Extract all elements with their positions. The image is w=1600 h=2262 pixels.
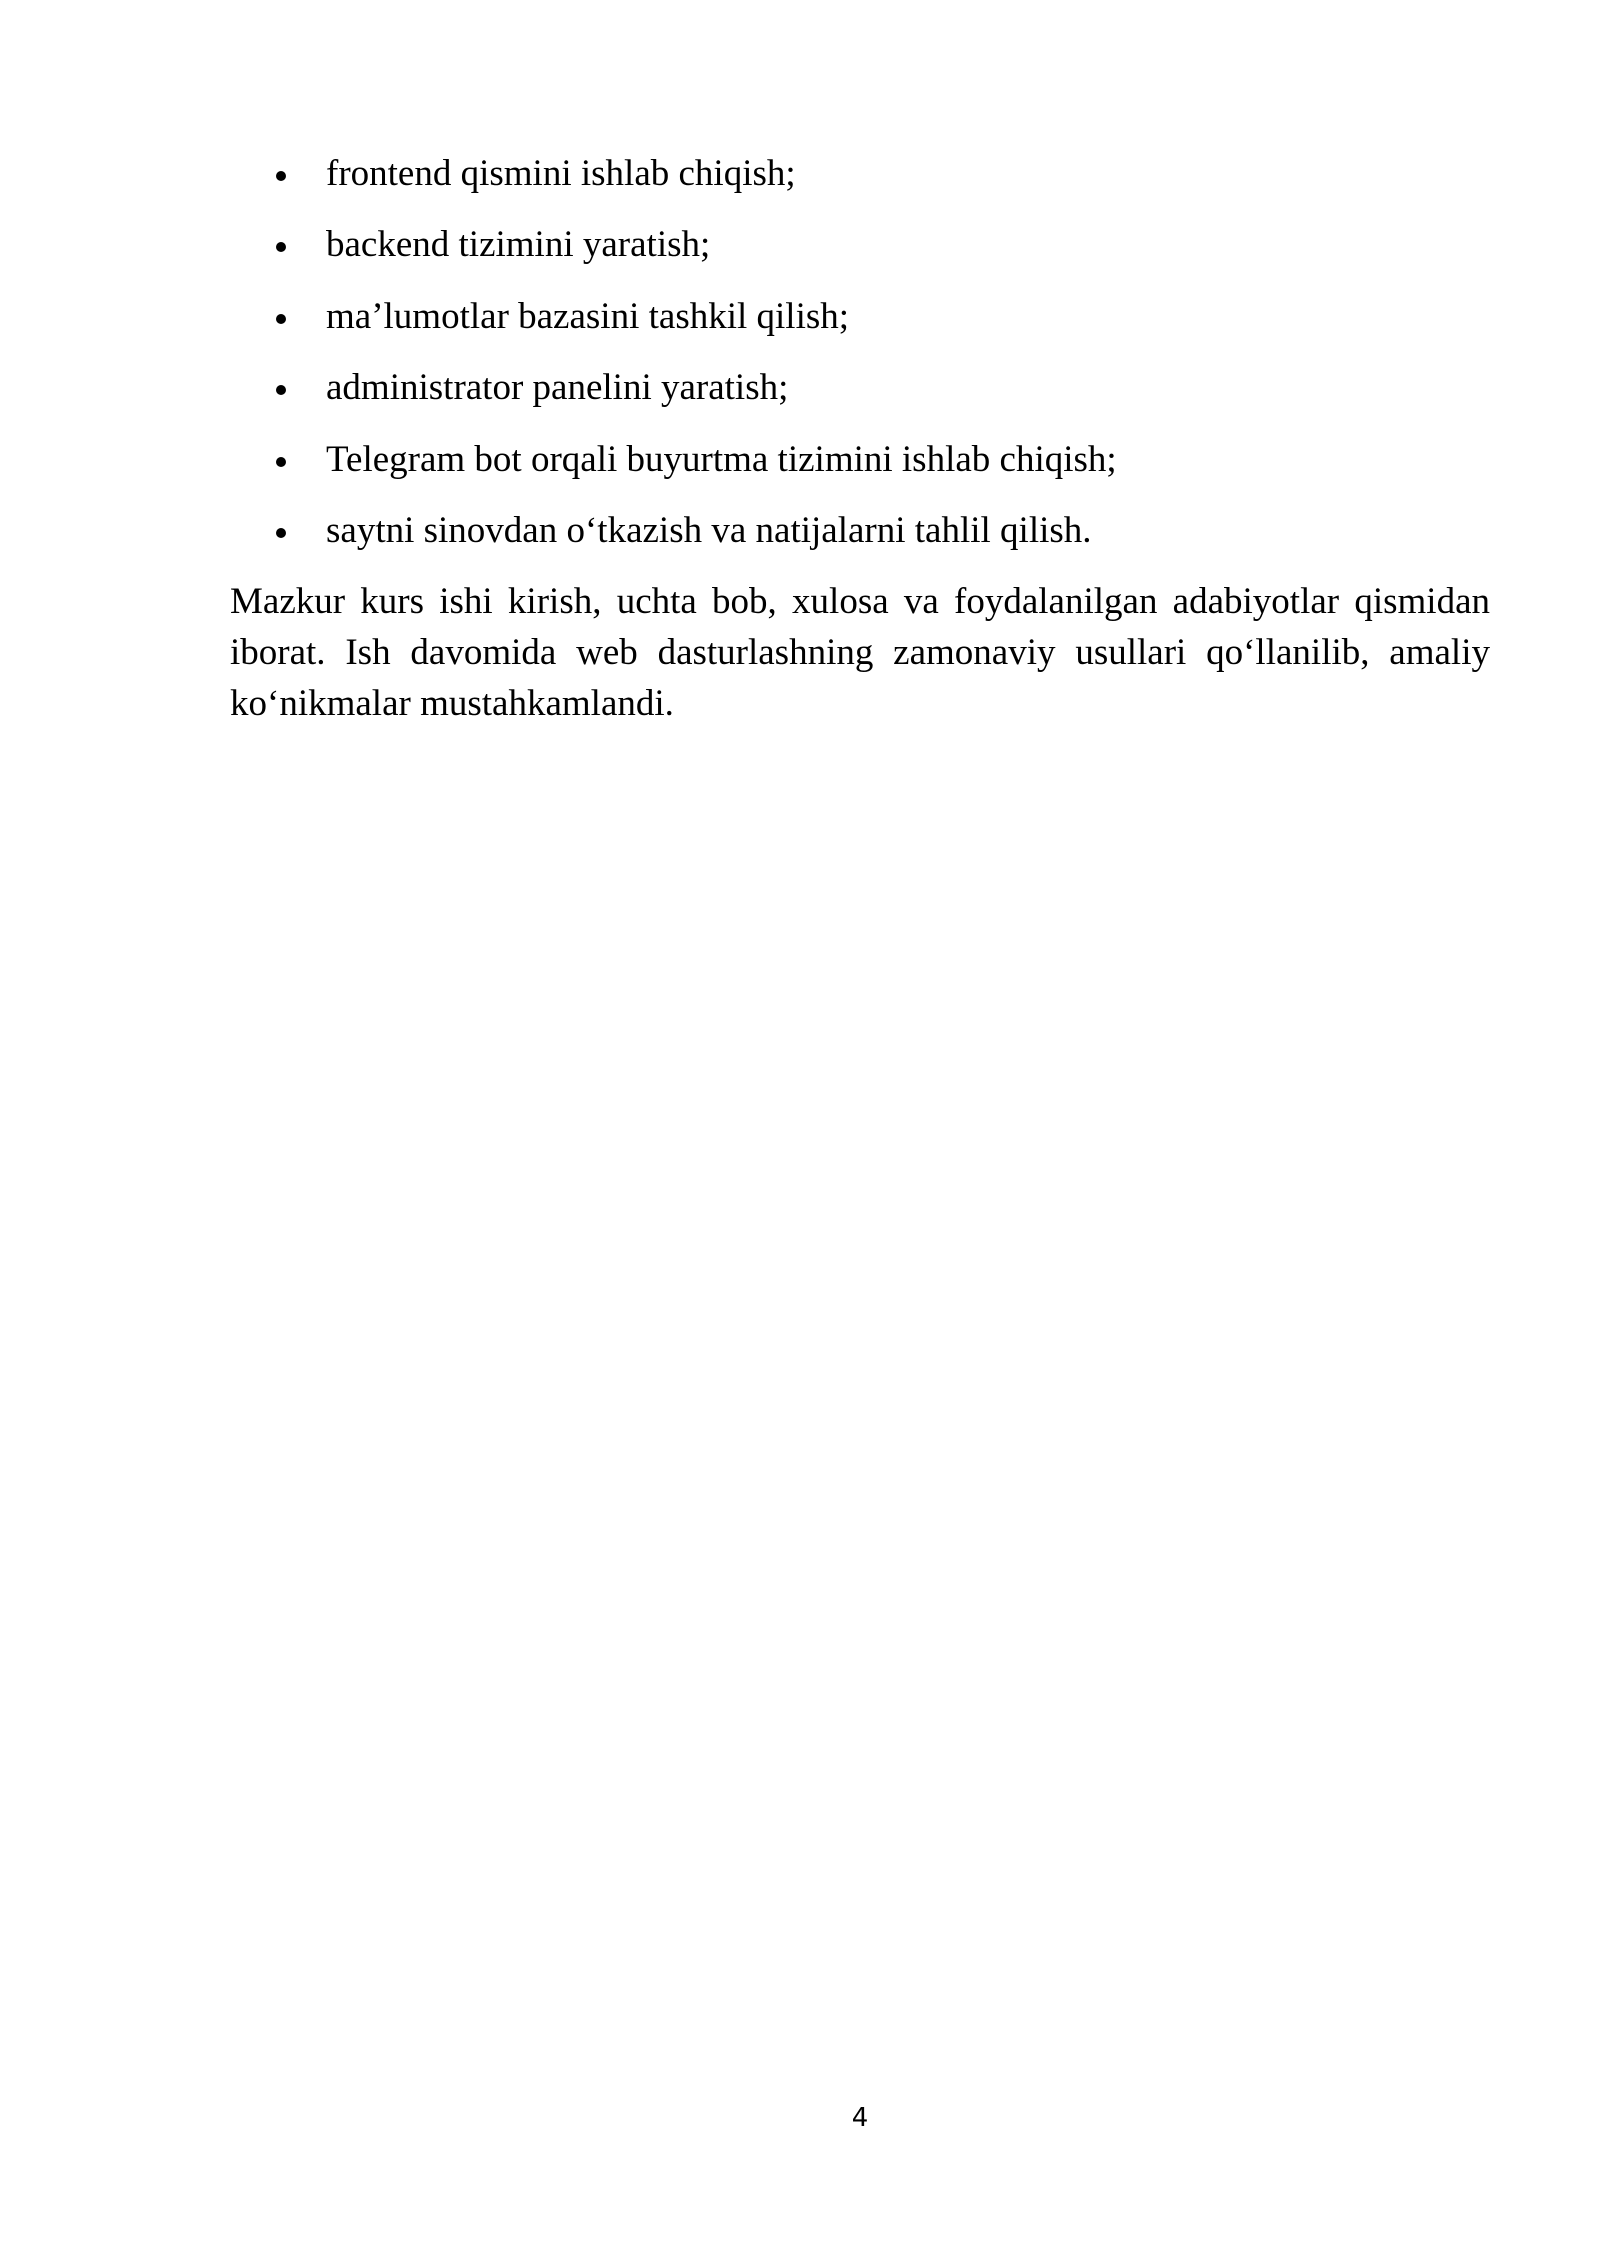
bullet-icon <box>276 385 286 395</box>
list-item-text: frontend qismini ishlab chiqish; <box>326 153 796 194</box>
list-item <box>276 362 1476 434</box>
page-number: 4 <box>851 2103 869 2133</box>
list-item-text: administrator panelini yaratish; <box>326 367 789 408</box>
list-item-text: Telegram bot orqali buyurtma tizimini ishlab chiqish; <box>326 439 1117 480</box>
bullet-icon <box>276 242 286 252</box>
list-item <box>276 148 1476 219</box>
list-item <box>276 291 1476 362</box>
body-paragraph: Mazkur kurs ishi kirish, uchta bob, xulosa va foydalanilgan adabiyotlar qismidan iborat. Ish davomida web dasturlashning zamonaviy usullari qo‘llanilib, amaliy ko‘nikmalar mustahkamlandi. <box>230 581 1490 724</box>
list-item <box>276 505 1476 576</box>
bullet-icon <box>276 457 286 467</box>
bullet-icon <box>276 528 286 538</box>
list-item-text: ma’lumotlar bazasini tashkil qilish; <box>326 296 850 337</box>
list-item-text: backend tizimini yaratish; <box>326 224 711 265</box>
bullet-icon <box>276 314 286 324</box>
list-item <box>276 434 1476 505</box>
task-bullet-list <box>276 148 1476 576</box>
bullet-icon <box>276 171 286 181</box>
list-item <box>276 219 1476 291</box>
list-item-text: saytni sinovdan o‘tkazish va natijalarni tahlil qilish. <box>326 510 1092 551</box>
